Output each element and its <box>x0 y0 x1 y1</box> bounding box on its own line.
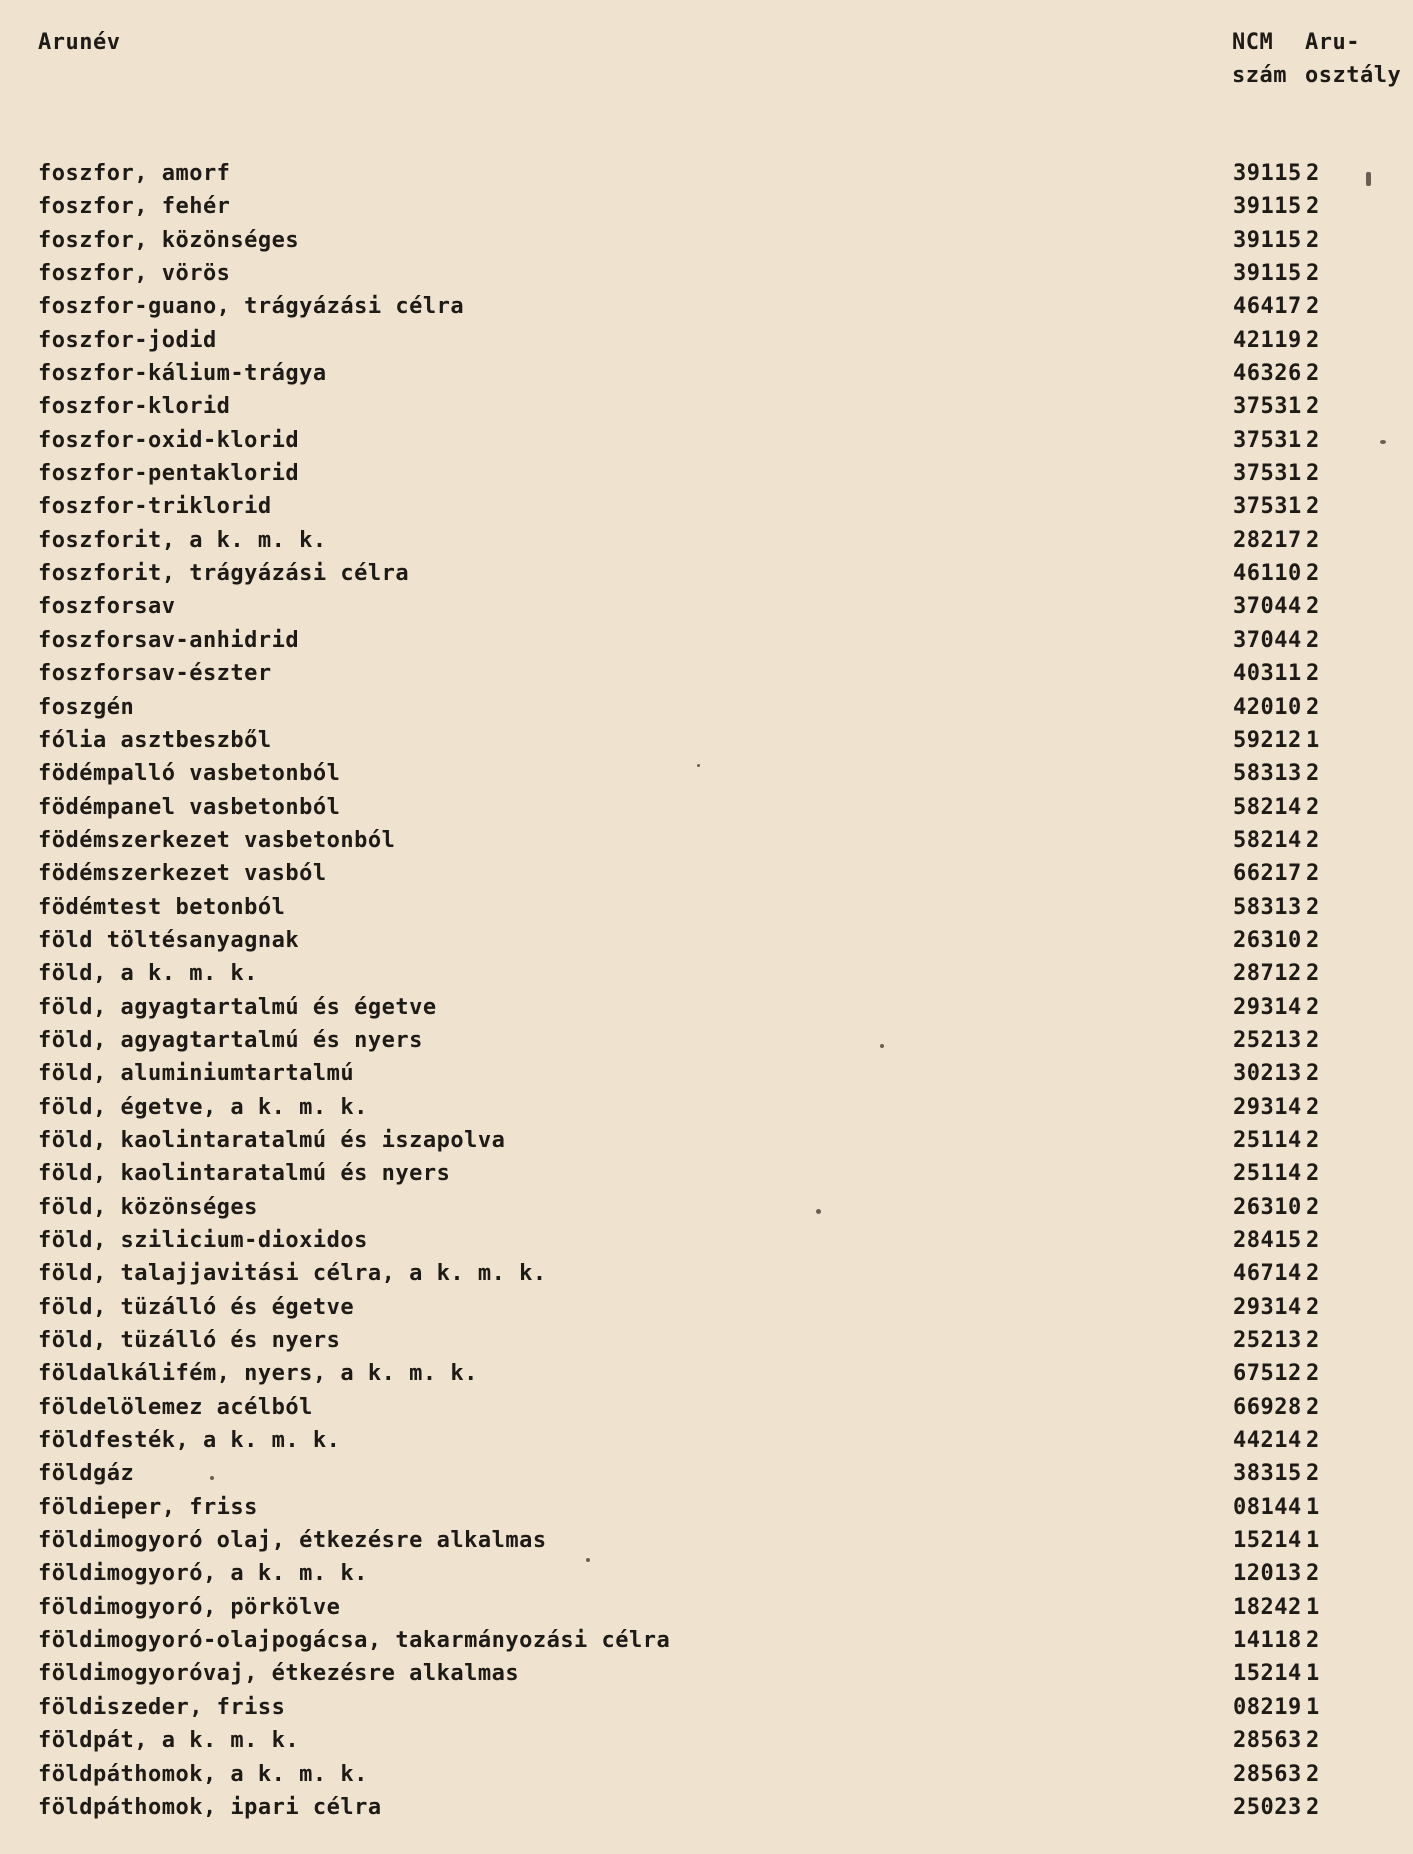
product-class: 2 <box>1306 161 1320 186</box>
product-class: 2 <box>1306 261 1320 287</box>
product-name: föld, agyagtartalmú és nyers <box>38 1027 423 1053</box>
product-class: 2 <box>1306 461 1320 487</box>
product-name: foszforit, a k. m. k. <box>38 527 327 553</box>
ncm-number: 37044 <box>1233 594 1302 620</box>
ncm-number: 58214 <box>1233 794 1302 820</box>
product-class: 2 <box>1306 1761 1320 1787</box>
product-class: 2 <box>1306 927 1320 953</box>
product-class: 2 <box>1306 861 1320 887</box>
table-row <box>0 1328 1413 1361</box>
table-row <box>0 1561 1413 1594</box>
ncm-number: 46110 <box>1233 561 1302 587</box>
product-name: födémpanel vasbetonból <box>38 794 341 820</box>
ncm-number: 58313 <box>1233 894 1302 920</box>
product-class: 2 <box>1306 1361 1320 1387</box>
table-row <box>0 995 1413 1028</box>
product-name: föld, aluminiumtartalmú <box>38 1061 355 1087</box>
ncm-number: 26310 <box>1233 1194 1302 1220</box>
product-name: foszforit, trágyázási célra <box>38 561 410 587</box>
product-name: foszfor-klorid <box>38 394 231 420</box>
ncm-number: 67512 <box>1233 1361 1302 1387</box>
product-name: föld, tüzálló és nyers <box>38 1328 341 1354</box>
ncm-number: 59212 <box>1233 727 1302 753</box>
product-name: földieper, friss <box>38 1494 258 1520</box>
table-row <box>0 394 1413 427</box>
table-row <box>0 428 1413 461</box>
product-name: födémtest betonból <box>38 894 286 920</box>
product-name: föld, talajjavitási célra, a k. m. k. <box>38 1261 547 1287</box>
product-class: 2 <box>1306 327 1320 353</box>
ncm-number: 39115 <box>1233 194 1302 220</box>
ncm-number: 42010 <box>1233 694 1302 720</box>
ncm-number: 14118 <box>1233 1628 1302 1654</box>
product-class: 2 <box>1306 294 1320 320</box>
ncm-number: 39115 <box>1233 161 1302 186</box>
ncm-number: 18242 <box>1233 1594 1302 1620</box>
product-name: földimogyoró-olajpogácsa, takarmányozási célra <box>38 1628 671 1654</box>
product-name: földiszeder, friss <box>38 1694 286 1720</box>
ncm-number: 37531 <box>1233 394 1302 420</box>
table-row <box>0 695 1413 728</box>
paper-speck <box>816 1209 821 1214</box>
ncm-number: 12013 <box>1233 1561 1302 1587</box>
ncm-number: 39115 <box>1233 227 1302 253</box>
product-class: 2 <box>1306 661 1320 687</box>
product-name: földpát, a k. m. k. <box>38 1728 300 1754</box>
product-name: födémszerkezet vasbetonból <box>38 827 396 853</box>
product-name: föld, kaolintaratalmú és nyers <box>38 1161 451 1187</box>
ncm-number: 42119 <box>1233 327 1302 353</box>
ncm-number: 66928 <box>1233 1394 1302 1420</box>
product-name: föld, tüzálló és égetve <box>38 1294 355 1320</box>
ncm-number: 28217 <box>1233 527 1302 553</box>
ncm-number: 39115 <box>1233 261 1302 287</box>
product-name: földimogyoró, pörkölve <box>38 1594 341 1620</box>
product-name: foszfor-jodid <box>38 327 217 353</box>
table-row <box>0 928 1413 961</box>
header-name-label: Arunév <box>38 30 121 55</box>
product-name: föld, a k. m. k. <box>38 961 258 987</box>
paper-speck <box>1366 172 1371 186</box>
ncm-number: 58313 <box>1233 761 1302 787</box>
table-row <box>0 1528 1413 1561</box>
product-class: 2 <box>1306 961 1320 987</box>
product-class: 2 <box>1306 1094 1320 1120</box>
product-class: 2 <box>1306 1194 1320 1220</box>
ncm-number: 08219 <box>1233 1694 1302 1720</box>
product-name: foszforsav-anhidrid <box>38 627 300 653</box>
table-row <box>0 1395 1413 1428</box>
product-name: földimogyoróvaj, étkezésre alkalmas <box>38 1661 520 1687</box>
product-name: földpáthomok, a k. m. k. <box>38 1761 368 1787</box>
header-class-line2: osztály <box>1305 63 1402 88</box>
table-row <box>0 1061 1413 1094</box>
table-row <box>0 795 1413 828</box>
table-row <box>0 361 1413 394</box>
product-name: foszgén <box>38 694 135 720</box>
product-class: 2 <box>1306 227 1320 253</box>
ncm-number: 37044 <box>1233 627 1302 653</box>
table-row <box>0 161 1413 194</box>
table-row <box>0 661 1413 694</box>
table-row <box>0 861 1413 894</box>
paper-speck <box>586 1558 590 1562</box>
ncm-number: 25114 <box>1233 1161 1302 1187</box>
paper-speck <box>1380 440 1386 444</box>
product-class: 2 <box>1306 994 1320 1020</box>
product-name: földalkálifém, nyers, a k. m. k. <box>38 1361 478 1387</box>
ncm-number: 26310 <box>1233 927 1302 953</box>
product-name: föld, kaolintaratalmú és iszapolva <box>38 1127 506 1153</box>
product-class: 2 <box>1306 1394 1320 1420</box>
product-name: foszfor-triklorid <box>38 494 272 520</box>
product-name: foszfor-pentaklorid <box>38 461 300 487</box>
ncm-number: 66217 <box>1233 861 1302 887</box>
product-class: 2 <box>1306 361 1320 387</box>
table-row <box>0 328 1413 361</box>
product-class: 2 <box>1306 827 1320 853</box>
product-class: 1 <box>1306 727 1320 753</box>
product-class: 1 <box>1306 1494 1320 1520</box>
ncm-number: 15214 <box>1233 1661 1302 1687</box>
ncm-number: 28712 <box>1233 961 1302 987</box>
table-row <box>0 494 1413 527</box>
table-row <box>0 1295 1413 1328</box>
product-list <box>0 161 1413 1828</box>
product-name: föld, égetve, a k. m. k. <box>38 1094 368 1120</box>
table-row <box>0 961 1413 994</box>
table-row <box>0 1595 1413 1628</box>
product-class: 2 <box>1306 194 1320 220</box>
table-row <box>0 1228 1413 1261</box>
product-name: föld, agyagtartalmú és égetve <box>38 994 437 1020</box>
table-row <box>0 261 1413 294</box>
product-name: földimogyoró olaj, étkezésre alkalmas <box>38 1528 547 1554</box>
ncm-number: 29314 <box>1233 1094 1302 1120</box>
product-class: 2 <box>1306 1728 1320 1754</box>
ncm-number: 58214 <box>1233 827 1302 853</box>
table-row <box>0 1128 1413 1161</box>
product-class: 2 <box>1306 694 1320 720</box>
column-header-ncm <box>1232 26 1287 92</box>
table-row <box>0 828 1413 861</box>
product-name: földfesték, a k. m. k. <box>38 1428 341 1454</box>
table-row <box>0 294 1413 327</box>
product-class: 2 <box>1306 1261 1320 1287</box>
table-row <box>0 1195 1413 1228</box>
product-class: 2 <box>1306 1061 1320 1087</box>
ncm-number: 46326 <box>1233 361 1302 387</box>
product-class: 2 <box>1306 1794 1320 1820</box>
ncm-number: 25213 <box>1233 1027 1302 1053</box>
ncm-number: 40311 <box>1233 661 1302 687</box>
product-class: 2 <box>1306 1027 1320 1053</box>
product-class: 1 <box>1306 1661 1320 1687</box>
table-row <box>0 761 1413 794</box>
header-ncm-line2: szám <box>1232 63 1287 88</box>
ncm-number: 37531 <box>1233 494 1302 520</box>
ncm-number: 28415 <box>1233 1228 1302 1253</box>
product-name: foszforsav <box>38 594 176 620</box>
paper-speck <box>880 1044 884 1048</box>
table-row <box>0 1795 1413 1828</box>
product-class: 2 <box>1306 794 1320 820</box>
table-row <box>0 1028 1413 1061</box>
product-name: foszfor, amorf <box>38 161 231 186</box>
product-class: 2 <box>1306 527 1320 553</box>
product-name: fólia asztbeszből <box>38 727 272 753</box>
product-name: föld töltésanyagnak <box>38 927 300 953</box>
table-row <box>0 728 1413 761</box>
product-name: föld, közönséges <box>38 1194 258 1220</box>
product-name: foszfor, vörös <box>38 261 231 287</box>
product-class: 2 <box>1306 1428 1320 1454</box>
paper-speck <box>697 764 700 767</box>
table-row <box>0 628 1413 661</box>
table-row <box>0 1361 1413 1394</box>
ncm-number: 25023 <box>1233 1794 1302 1820</box>
ncm-number: 38315 <box>1233 1461 1302 1487</box>
product-class: 2 <box>1306 561 1320 587</box>
table-row <box>0 1495 1413 1528</box>
table-row <box>0 528 1413 561</box>
table-row <box>0 1095 1413 1128</box>
product-class: 2 <box>1306 594 1320 620</box>
table-row <box>0 1728 1413 1761</box>
ncm-number: 37531 <box>1233 427 1302 453</box>
table-row <box>0 895 1413 928</box>
ncm-number: 37531 <box>1233 461 1302 487</box>
product-class: 2 <box>1306 1127 1320 1153</box>
product-class: 2 <box>1306 1628 1320 1654</box>
product-class: 2 <box>1306 761 1320 787</box>
header-class-line1: Aru- <box>1305 30 1360 55</box>
product-class: 2 <box>1306 627 1320 653</box>
product-class: 2 <box>1306 494 1320 520</box>
ncm-number: 28563 <box>1233 1728 1302 1754</box>
table-row <box>0 461 1413 494</box>
product-class: 2 <box>1306 1328 1320 1354</box>
table-row <box>0 228 1413 261</box>
product-class: 1 <box>1306 1528 1320 1554</box>
ncm-number: 08144 <box>1233 1494 1302 1520</box>
table-row <box>0 1161 1413 1194</box>
ncm-number: 46714 <box>1233 1261 1302 1287</box>
table-row <box>0 1695 1413 1728</box>
paper-speck <box>210 1476 214 1480</box>
product-name: földpáthomok, ipari célra <box>38 1794 382 1820</box>
table-row <box>0 194 1413 227</box>
product-name: földimogyoró, a k. m. k. <box>38 1561 368 1587</box>
ncm-number: 29314 <box>1233 1294 1302 1320</box>
header-ncm-line1: NCM <box>1232 30 1274 55</box>
product-name: foszfor-guano, trágyázási célra <box>38 294 465 320</box>
product-name: foszforsav-észter <box>38 661 272 687</box>
ncm-number: 29314 <box>1233 994 1302 1020</box>
product-class: 2 <box>1306 1461 1320 1487</box>
product-class: 2 <box>1306 1228 1320 1253</box>
product-name: földelölemez acélból <box>38 1394 313 1420</box>
table-row <box>0 1261 1413 1294</box>
ncm-number: 25114 <box>1233 1127 1302 1153</box>
product-class: 2 <box>1306 427 1320 453</box>
table-row <box>0 1661 1413 1694</box>
ncm-number: 46417 <box>1233 294 1302 320</box>
product-name: födémszerkezet vasból <box>38 861 327 887</box>
ncm-number: 44214 <box>1233 1428 1302 1454</box>
product-name: foszfor-oxid-klorid <box>38 427 300 453</box>
product-class: 2 <box>1306 1161 1320 1187</box>
product-class: 2 <box>1306 1561 1320 1587</box>
product-class: 2 <box>1306 1294 1320 1320</box>
product-class: 2 <box>1306 894 1320 920</box>
table-row <box>0 1762 1413 1795</box>
column-header-name <box>38 26 120 59</box>
table-row <box>0 561 1413 594</box>
table-row <box>0 1428 1413 1461</box>
ncm-number: 25213 <box>1233 1328 1302 1354</box>
ncm-number: 15214 <box>1233 1528 1302 1554</box>
product-name: föld, szilicium-dioxidos <box>38 1228 368 1253</box>
table-row <box>0 1628 1413 1661</box>
product-name: foszfor, fehér <box>38 194 231 220</box>
product-name: földgáz <box>38 1461 135 1487</box>
ncm-number: 28563 <box>1233 1761 1302 1787</box>
product-class: 2 <box>1306 394 1320 420</box>
product-name: foszfor-kálium-trágya <box>38 361 327 387</box>
product-name: foszfor, közönséges <box>38 227 300 253</box>
column-header-class <box>1305 26 1401 92</box>
product-class: 1 <box>1306 1594 1320 1620</box>
product-class: 1 <box>1306 1694 1320 1720</box>
table-row <box>0 594 1413 627</box>
product-name: födémpalló vasbetonból <box>38 761 341 787</box>
ncm-number: 30213 <box>1233 1061 1302 1087</box>
